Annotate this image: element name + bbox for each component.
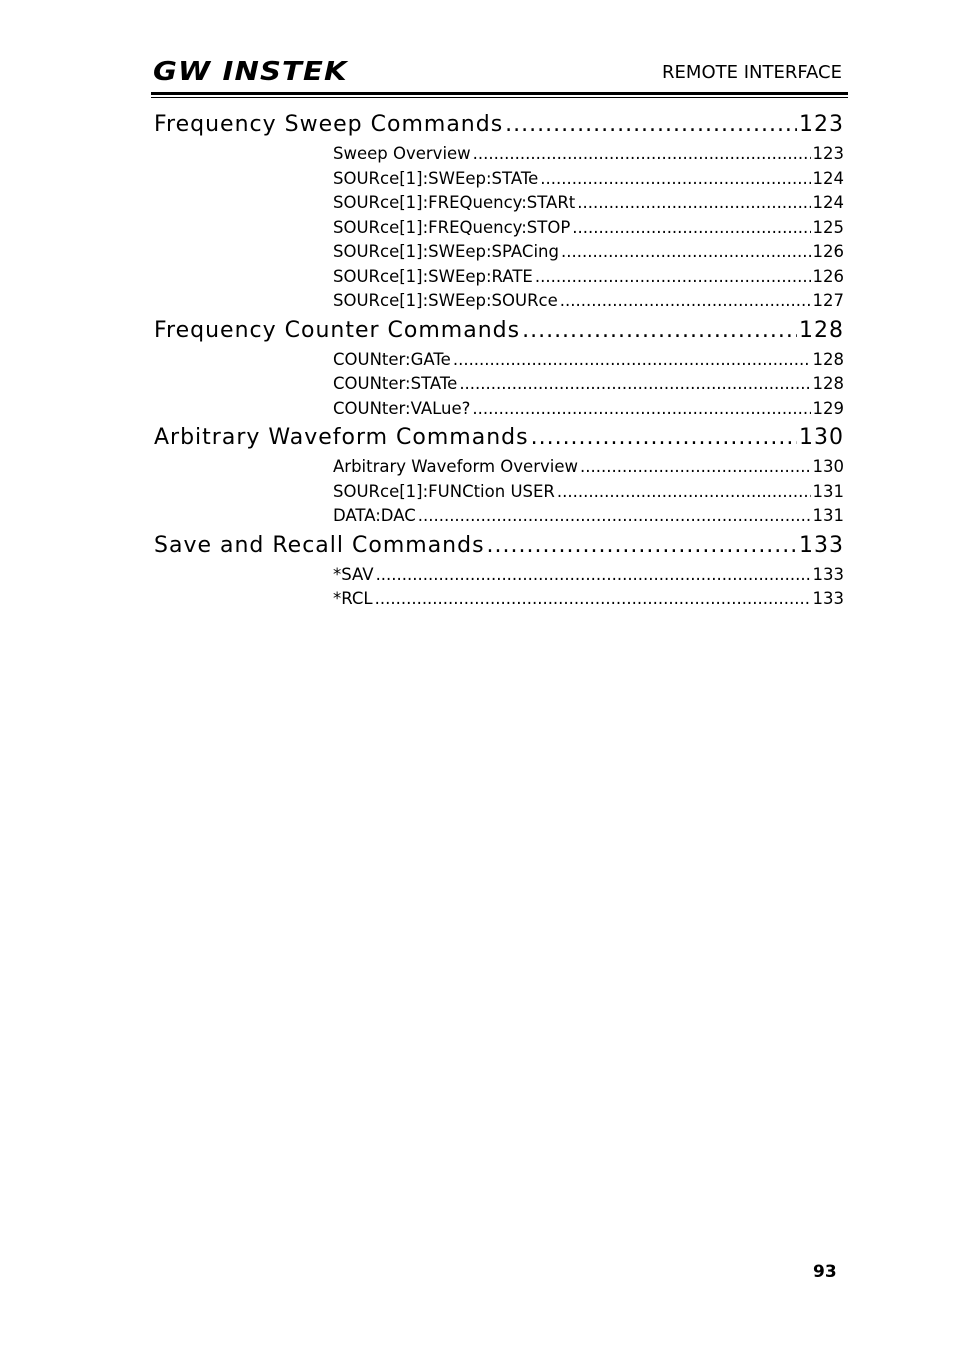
dot-leader xyxy=(473,142,811,167)
dot-leader xyxy=(505,108,797,142)
toc-item-label: SOURce[1]:FREQuency:STARt xyxy=(333,193,576,212)
dot-leader xyxy=(540,167,810,192)
toc-item-entry[interactable] xyxy=(333,216,844,241)
toc-section-page: 128 xyxy=(799,317,844,343)
header-rule-thick xyxy=(151,92,848,95)
toc-item-label: SOURce[1]:FREQuency:STOP xyxy=(333,217,571,237)
dot-leader xyxy=(577,191,810,216)
toc-item-page: 129 xyxy=(812,398,844,418)
toc-item-page: 126 xyxy=(812,242,844,261)
dot-leader xyxy=(580,455,811,480)
dot-leader xyxy=(459,372,810,397)
toc-item-label: *SAV xyxy=(333,564,374,584)
toc-item-page: 127 xyxy=(812,291,844,310)
toc-item-page: 128 xyxy=(812,374,844,393)
toc-item-entry[interactable] xyxy=(333,587,844,612)
dot-leader xyxy=(472,397,810,422)
toc-section-title: Frequency Sweep Commands xyxy=(154,112,504,137)
toc-item-label: Sweep Overview xyxy=(333,144,471,163)
toc-section-entry[interactable] xyxy=(154,421,844,455)
toc-item-page: 125 xyxy=(812,217,844,237)
toc-item-page: 124 xyxy=(812,193,844,212)
toc-item-label: *RCL xyxy=(333,589,373,608)
toc-section-title: Frequency Counter Commands xyxy=(154,317,521,343)
toc-section-entry[interactable] xyxy=(154,108,844,142)
dot-leader xyxy=(560,289,811,314)
toc-item-entry[interactable] xyxy=(333,480,844,505)
toc-item-label: SOURce[1]:SWEep:RATE xyxy=(333,266,533,286)
dot-leader xyxy=(375,587,811,612)
toc-section-entry[interactable] xyxy=(154,314,844,348)
toc-item-label: COUNter:GATe xyxy=(333,349,451,369)
toc-section-page: 130 xyxy=(799,425,844,450)
toc-item-page: 126 xyxy=(812,266,844,286)
toc-section-title: Arbitrary Waveform Commands xyxy=(154,425,529,450)
toc-section-page: 123 xyxy=(799,112,844,137)
toc-section-entry[interactable] xyxy=(154,529,844,563)
toc-item-entry[interactable] xyxy=(333,455,844,480)
brand-logo: GW INSTEK xyxy=(153,57,348,87)
toc-section-title: Save and Recall Commands xyxy=(154,532,485,558)
dot-leader xyxy=(561,240,811,265)
dot-leader xyxy=(376,563,811,588)
dot-leader xyxy=(572,216,810,241)
toc-item-entry[interactable] xyxy=(333,289,844,314)
toc-item-label: SOURce[1]:FUNCtion USER xyxy=(333,481,555,501)
toc-item-page: 133 xyxy=(812,564,844,584)
toc-item-entry[interactable] xyxy=(333,240,844,265)
table-of-contents xyxy=(154,108,844,612)
dot-leader xyxy=(453,348,811,373)
toc-item-entry[interactable] xyxy=(333,397,844,422)
dot-leader xyxy=(487,529,797,563)
toc-item-entry[interactable] xyxy=(333,563,844,588)
toc-item-entry[interactable] xyxy=(333,372,844,397)
dot-leader xyxy=(418,504,811,529)
section-title: REMOTE INTERFACE xyxy=(662,62,842,83)
toc-item-page: 130 xyxy=(812,457,844,476)
toc-item-label: DATA:DAC xyxy=(333,506,416,525)
dot-leader xyxy=(535,265,811,290)
toc-item-label: SOURce[1]:SWEep:SPACing xyxy=(333,242,559,261)
toc-item-page: 128 xyxy=(812,349,844,369)
dot-leader xyxy=(522,314,797,348)
toc-item-entry[interactable] xyxy=(333,167,844,192)
toc-item-label: COUNter:STATe xyxy=(333,374,458,393)
toc-item-page: 133 xyxy=(812,589,844,608)
header-rule-thin xyxy=(151,97,848,98)
toc-item-entry[interactable] xyxy=(333,191,844,216)
toc-item-entry[interactable] xyxy=(333,504,844,529)
toc-item-label: SOURce[1]:SWEep:SOURce xyxy=(333,291,558,310)
toc-item-label: Arbitrary Waveform Overview xyxy=(333,457,578,476)
dot-leader xyxy=(531,421,797,455)
page-number: 93 xyxy=(813,1262,837,1282)
toc-item-page: 131 xyxy=(812,506,844,525)
toc-item-label: COUNter:VALue? xyxy=(333,398,471,418)
toc-item-entry[interactable] xyxy=(333,265,844,290)
toc-item-page: 131 xyxy=(812,481,844,501)
toc-item-entry[interactable] xyxy=(333,348,844,373)
toc-item-page: 123 xyxy=(812,144,844,163)
toc-item-entry[interactable] xyxy=(333,142,844,167)
toc-item-page: 124 xyxy=(812,168,844,188)
toc-item-label: SOURce[1]:SWEep:STATe xyxy=(333,168,539,188)
toc-section-page: 133 xyxy=(799,532,844,558)
dot-leader xyxy=(557,480,811,505)
